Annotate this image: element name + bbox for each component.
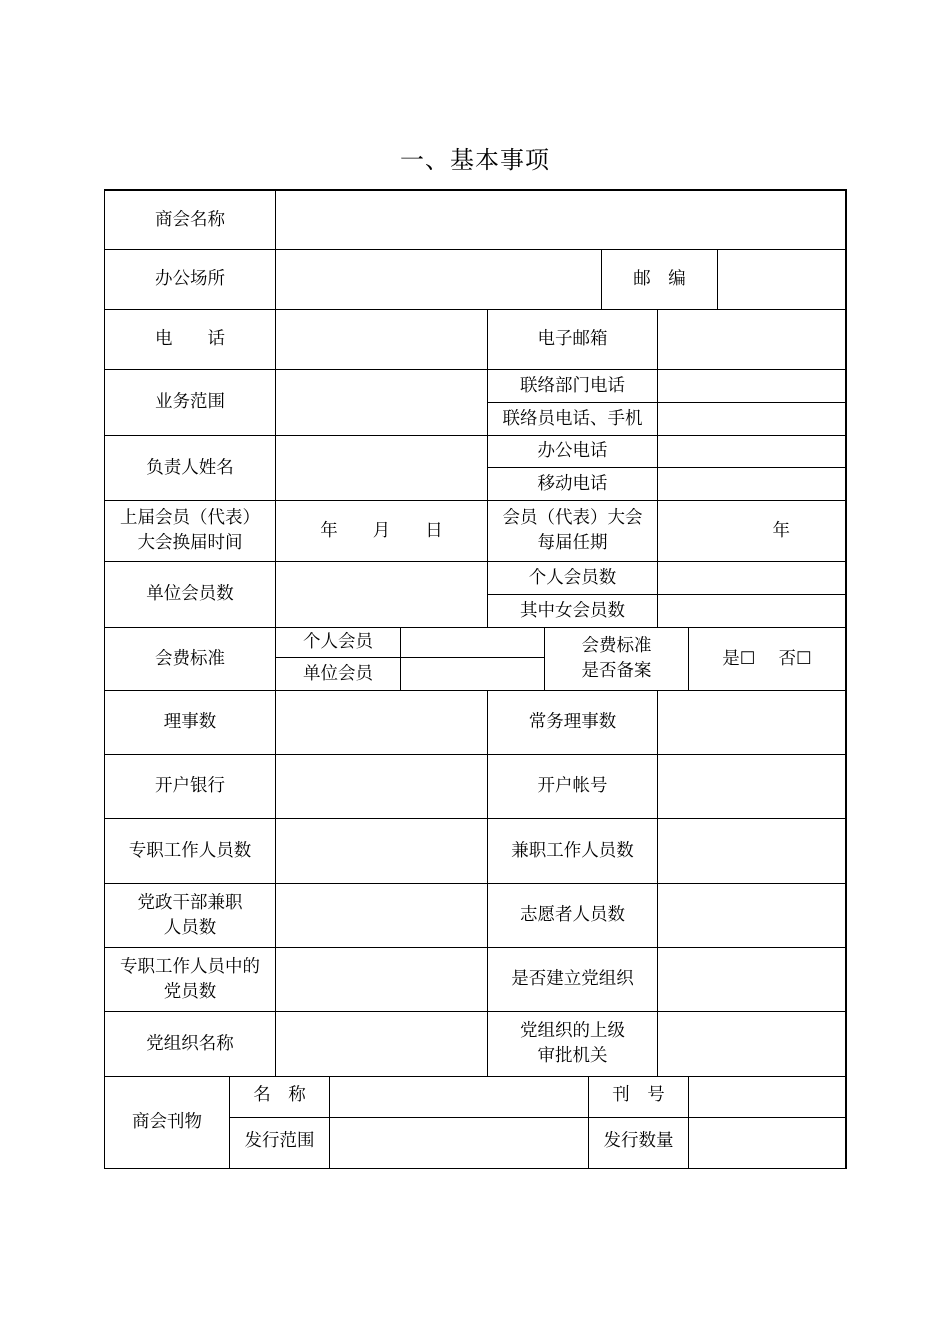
label-cadres: 党政干部兼职 人员数 — [137, 892, 243, 938]
field-cadres[interactable] — [276, 884, 487, 947]
field-liaison-phone[interactable] — [658, 403, 845, 435]
label-office-phone: 办公电话 — [537, 441, 608, 461]
label-party-org-name: 党组织名称 — [146, 1033, 234, 1054]
field-pub-range[interactable] — [330, 1118, 588, 1168]
label-pub-quantity: 发行数量 — [603, 1130, 674, 1151]
field-fee-individual[interactable] — [401, 628, 544, 657]
label-last-term-time: 上届会员（代表） 大会换届时间 — [120, 508, 260, 553]
label-email: 电子邮箱 — [537, 329, 608, 349]
field-party-superior[interactable] — [658, 1012, 845, 1076]
field-account[interactable] — [658, 755, 845, 818]
field-last-term-date[interactable]: 年 月 日 — [320, 520, 443, 541]
field-party-org-name[interactable] — [276, 1012, 487, 1076]
label-postcode: 邮 编 — [633, 269, 686, 289]
label-fee-standard: 会费标准 — [155, 648, 225, 669]
field-fee-unit[interactable] — [401, 658, 544, 690]
field-unit-members[interactable] — [276, 562, 487, 627]
label-fee-unit: 单位会员 — [303, 663, 373, 684]
label-pub-issue-no: 刊 号 — [612, 1084, 665, 1105]
label-mobile-phone: 移动电话 — [537, 473, 608, 494]
label-individual-members: 个人会员数 — [528, 567, 617, 588]
field-pub-issue-no[interactable] — [689, 1077, 845, 1117]
field-email[interactable] — [658, 310, 845, 369]
field-pub-name[interactable] — [330, 1077, 588, 1117]
table-border-bottom — [104, 1168, 847, 1169]
label-fee-filed: 会费标准 是否备案 — [581, 636, 652, 681]
label-pub-range: 发行范围 — [244, 1130, 315, 1151]
label-fee-individual: 个人会员 — [303, 632, 373, 652]
field-liaison-dept-phone[interactable] — [658, 370, 845, 402]
label-bank: 开户银行 — [155, 776, 225, 796]
field-mobile-phone[interactable] — [658, 468, 845, 500]
label-volunteers: 志愿者人员数 — [520, 905, 625, 925]
field-individual-members[interactable] — [658, 562, 845, 594]
label-pub-name: 名 称 — [253, 1084, 306, 1105]
label-female-members: 其中女会员数 — [520, 600, 625, 621]
field-party-org[interactable] — [658, 948, 845, 1011]
year-unit: 年 — [772, 520, 790, 541]
label-business-scope: 业务范围 — [155, 392, 225, 412]
label-party-members: 专职工作人员中的 党员数 — [120, 956, 260, 1002]
field-parttime-staff[interactable] — [658, 819, 845, 883]
field-chamber-name[interactable] — [276, 191, 845, 249]
field-business-scope[interactable] — [276, 370, 487, 435]
field-executive-directors[interactable] — [658, 691, 845, 754]
label-executive-directors: 常务理事数 — [528, 712, 617, 732]
label-directors: 理事数 — [163, 712, 217, 732]
label-leader-name: 负责人姓名 — [146, 457, 234, 478]
label-liaison-phone: 联络员电话、手机 — [502, 408, 643, 429]
field-fulltime-staff[interactable] — [276, 819, 487, 883]
label-party-superior: 党组织的上级 审批机关 — [520, 1021, 625, 1066]
field-office-phone[interactable] — [658, 436, 845, 467]
label-liaison-dept-phone: 联络部门电话 — [520, 375, 625, 396]
field-volunteers[interactable] — [658, 884, 845, 947]
label-unit-members: 单位会员数 — [146, 584, 234, 604]
field-female-members[interactable] — [658, 595, 845, 627]
field-leader-name[interactable] — [276, 436, 487, 500]
label-party-org: 是否建立党组织 — [511, 969, 634, 989]
label-office-location: 办公场所 — [155, 269, 225, 289]
label-parttime-staff: 兼职工作人员数 — [511, 840, 634, 861]
label-term-length: 会员（代表）大会 每届任期 — [502, 508, 643, 553]
field-office-location[interactable] — [276, 250, 601, 309]
table-border-right — [845, 189, 847, 1169]
field-directors[interactable] — [276, 691, 487, 754]
label-fulltime-staff: 专职工作人员数 — [128, 840, 252, 861]
field-postcode[interactable] — [718, 250, 845, 309]
label-account: 开户帐号 — [537, 776, 608, 796]
field-bank[interactable] — [276, 755, 487, 818]
fee-filed-yes-no-checkboxes[interactable]: 是☐ 否☐ — [722, 648, 812, 669]
label-phone: 电 话 — [155, 329, 225, 349]
field-pub-quantity[interactable] — [689, 1118, 845, 1168]
field-party-members[interactable] — [276, 948, 487, 1011]
field-phone[interactable] — [276, 310, 487, 369]
field-term-length[interactable] — [658, 501, 845, 561]
page-title: 一、基本事项 — [400, 146, 550, 174]
label-chamber-name: 商会名称 — [155, 209, 225, 230]
label-publication: 商会刊物 — [132, 1112, 202, 1132]
